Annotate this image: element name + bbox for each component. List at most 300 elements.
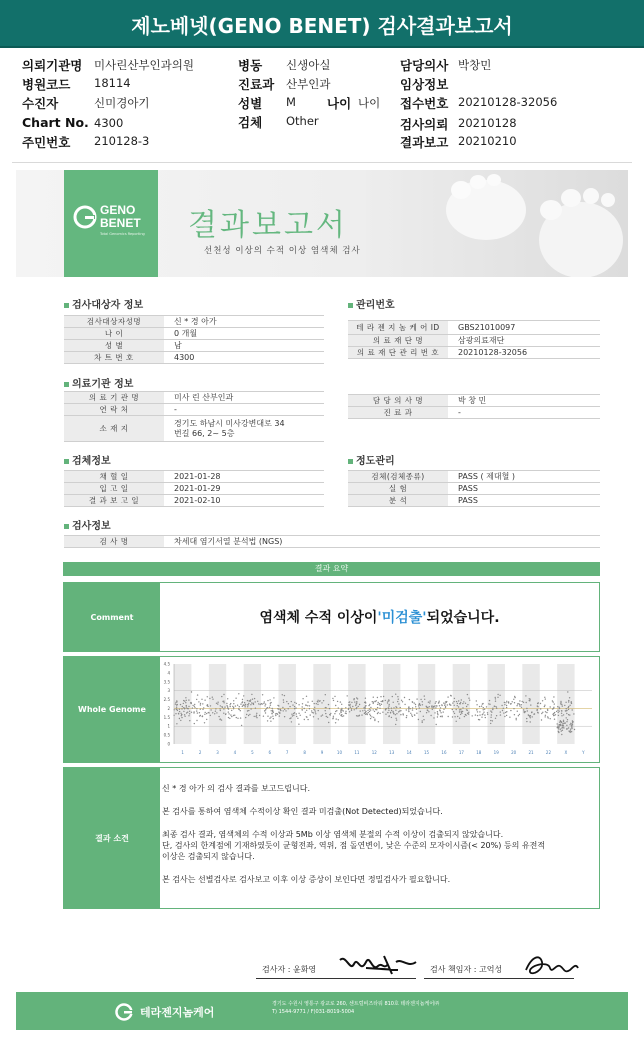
data-point bbox=[375, 709, 376, 710]
data-point bbox=[450, 695, 451, 696]
table-value: GBS21010097 bbox=[448, 321, 600, 335]
logo-tagline: Total Genomics Reporting bbox=[100, 232, 145, 236]
data-point bbox=[247, 706, 248, 707]
data-point bbox=[395, 718, 396, 719]
data-point bbox=[545, 711, 546, 712]
data-point bbox=[443, 702, 444, 703]
data-point bbox=[354, 701, 355, 702]
data-point bbox=[571, 701, 572, 702]
data-point bbox=[459, 718, 460, 719]
data-point bbox=[270, 721, 271, 722]
data-point bbox=[435, 701, 436, 702]
data-point bbox=[302, 698, 303, 699]
data-point bbox=[393, 702, 394, 703]
chromosome-tick-label: 2 bbox=[198, 750, 202, 755]
data-point bbox=[419, 707, 420, 708]
data-point bbox=[272, 716, 273, 717]
data-point bbox=[257, 701, 258, 702]
table-value: 2021-01-28 bbox=[164, 471, 324, 483]
data-point bbox=[294, 702, 295, 703]
y-tick-label: 3 bbox=[167, 688, 170, 694]
data-point bbox=[395, 724, 396, 725]
data-point bbox=[176, 701, 177, 702]
data-point bbox=[424, 695, 425, 696]
data-point bbox=[566, 725, 567, 726]
data-point bbox=[223, 694, 224, 695]
data-point bbox=[277, 708, 278, 709]
data-point bbox=[538, 702, 539, 703]
data-point bbox=[562, 725, 563, 726]
data-point bbox=[525, 711, 526, 712]
data-point bbox=[545, 716, 546, 717]
data-point bbox=[184, 714, 185, 715]
data-point bbox=[506, 705, 507, 706]
data-point bbox=[220, 710, 221, 711]
data-point bbox=[452, 716, 453, 717]
data-point bbox=[212, 697, 213, 698]
data-point bbox=[343, 710, 344, 711]
data-point bbox=[558, 731, 559, 732]
data-point bbox=[530, 717, 531, 718]
data-point bbox=[184, 708, 185, 709]
data-point bbox=[404, 704, 405, 705]
data-point bbox=[414, 715, 415, 716]
data-point bbox=[373, 709, 374, 710]
data-point bbox=[400, 707, 401, 708]
logo-line1: GENO bbox=[100, 203, 136, 217]
data-point bbox=[284, 695, 285, 696]
data-point bbox=[553, 715, 554, 716]
data-point bbox=[391, 710, 392, 711]
data-point bbox=[410, 713, 411, 714]
data-point bbox=[446, 701, 447, 702]
data-point bbox=[427, 707, 428, 708]
data-point bbox=[237, 705, 238, 706]
data-point bbox=[182, 706, 183, 707]
opinion-paragraph: 단, 검사의 한계점에 기재하였듯이 균형전좌, 역위, 점 돌연변이, 낮은 수준의 모자이시즘(< 20%) 등의 유전적 bbox=[162, 841, 546, 850]
data-point bbox=[194, 704, 195, 705]
data-point bbox=[517, 703, 518, 704]
data-point bbox=[216, 703, 217, 704]
data-point bbox=[463, 701, 464, 702]
data-point bbox=[250, 699, 251, 700]
data-point bbox=[295, 707, 296, 708]
banner-subtitle: 선천성 이상의 수적 이상 염색체 검사 bbox=[204, 246, 361, 256]
data-point bbox=[542, 700, 543, 701]
copy-number-points bbox=[173, 691, 575, 735]
y-tick-label: 4.5 bbox=[163, 661, 170, 667]
data-point bbox=[336, 718, 337, 719]
data-point bbox=[563, 720, 564, 721]
table-row bbox=[64, 404, 324, 416]
data-point bbox=[241, 725, 242, 726]
data-point bbox=[233, 715, 234, 716]
data-point bbox=[345, 707, 346, 708]
data-point bbox=[557, 710, 558, 711]
data-point bbox=[234, 715, 235, 716]
meta-label: 의뢰기관명 bbox=[22, 58, 83, 73]
data-point bbox=[377, 713, 378, 714]
data-point bbox=[545, 698, 546, 699]
meta-label: 결과보고 bbox=[400, 135, 449, 150]
data-point bbox=[356, 703, 357, 704]
logo-line2: BENET bbox=[100, 216, 141, 230]
data-point bbox=[205, 712, 206, 713]
data-point bbox=[313, 709, 314, 710]
specimen-table bbox=[64, 470, 324, 507]
data-point bbox=[356, 708, 357, 709]
data-point bbox=[400, 710, 401, 711]
data-point bbox=[495, 701, 496, 702]
data-point bbox=[282, 694, 283, 695]
chromosome-tick-label: 20 bbox=[511, 750, 517, 755]
data-point bbox=[508, 702, 509, 703]
data-point bbox=[433, 707, 434, 708]
data-point bbox=[304, 708, 305, 709]
data-point bbox=[193, 711, 194, 712]
data-point bbox=[180, 704, 181, 705]
data-point bbox=[229, 718, 230, 719]
chromosome-tick-label: 8 bbox=[303, 750, 306, 755]
data-point bbox=[505, 712, 506, 713]
data-point bbox=[306, 710, 307, 711]
data-point bbox=[188, 715, 189, 716]
data-point bbox=[572, 709, 573, 710]
data-point bbox=[383, 696, 384, 697]
meta-label: 나이 bbox=[327, 96, 352, 111]
data-point bbox=[523, 702, 524, 703]
data-point bbox=[207, 696, 208, 697]
data-point bbox=[490, 723, 491, 724]
data-point bbox=[487, 712, 488, 713]
chromosome-tick-label: 4 bbox=[233, 750, 237, 755]
data-point bbox=[258, 703, 259, 704]
footer-phone: T) 1544-9771 / F)031-8019-5004 bbox=[272, 1009, 355, 1015]
data-point bbox=[369, 708, 370, 709]
data-point bbox=[461, 713, 462, 714]
chromosome-tick-label: 9 bbox=[320, 750, 324, 755]
data-point bbox=[440, 710, 441, 711]
data-point bbox=[386, 708, 387, 709]
data-point bbox=[483, 709, 484, 710]
data-point bbox=[481, 706, 482, 707]
data-point bbox=[435, 705, 436, 706]
data-point bbox=[545, 715, 546, 716]
data-point bbox=[175, 713, 176, 714]
data-point bbox=[340, 709, 341, 710]
data-point bbox=[404, 697, 405, 698]
table-value: 박 창 민 bbox=[448, 395, 600, 407]
data-point bbox=[460, 714, 461, 715]
data-point bbox=[558, 712, 559, 713]
data-point bbox=[333, 700, 334, 701]
data-point bbox=[190, 702, 191, 703]
data-point bbox=[519, 705, 520, 706]
data-point bbox=[237, 718, 238, 719]
data-point bbox=[431, 705, 432, 706]
bullet-icon bbox=[348, 459, 353, 464]
data-point bbox=[530, 721, 531, 722]
data-point bbox=[571, 723, 572, 724]
data-point bbox=[487, 714, 488, 715]
data-point bbox=[479, 719, 480, 720]
data-point bbox=[500, 711, 501, 712]
management-table bbox=[348, 320, 600, 359]
data-point bbox=[482, 713, 483, 714]
data-point bbox=[558, 727, 559, 728]
data-point bbox=[212, 699, 213, 700]
data-point bbox=[318, 710, 319, 711]
data-point bbox=[408, 711, 409, 712]
data-point bbox=[560, 702, 561, 703]
responsible-label: 검사 책임자 : 고억성 bbox=[430, 965, 503, 974]
data-point bbox=[368, 705, 369, 706]
data-point bbox=[559, 708, 560, 709]
bullet-icon bbox=[64, 303, 69, 308]
data-point bbox=[304, 719, 305, 720]
data-point bbox=[494, 706, 495, 707]
data-point bbox=[240, 710, 241, 711]
data-point bbox=[499, 695, 500, 696]
table-value: PASS bbox=[448, 495, 600, 507]
meta-value: 210128-3 bbox=[94, 134, 150, 148]
meta-value: 20210128 bbox=[458, 116, 517, 130]
data-point bbox=[204, 700, 205, 701]
data-point bbox=[527, 710, 528, 711]
data-point bbox=[377, 697, 378, 698]
data-point bbox=[381, 704, 382, 705]
section-heading-text: 관리번호 bbox=[356, 300, 395, 311]
section-heading-text: 검사대상자 정보 bbox=[72, 300, 144, 311]
data-point bbox=[519, 700, 520, 701]
geno-benet-logo-icon bbox=[72, 204, 98, 230]
data-point bbox=[201, 699, 202, 700]
data-point bbox=[542, 712, 543, 713]
data-point bbox=[561, 715, 562, 716]
data-point bbox=[462, 711, 463, 712]
table-key: 성 별 bbox=[64, 340, 164, 352]
data-point bbox=[385, 709, 386, 710]
data-point bbox=[412, 716, 413, 717]
data-point bbox=[571, 728, 572, 729]
data-point bbox=[503, 712, 504, 713]
data-point bbox=[387, 712, 388, 713]
data-point bbox=[200, 709, 201, 710]
data-point bbox=[248, 715, 249, 716]
data-point bbox=[568, 707, 569, 708]
data-point bbox=[296, 716, 297, 717]
data-point bbox=[197, 712, 198, 713]
data-point bbox=[371, 716, 372, 717]
opinion-paragraph: 신 * 경 아가 의 검사 결과를 보고드립니다. bbox=[162, 784, 310, 793]
data-point bbox=[335, 722, 336, 723]
data-point bbox=[247, 700, 248, 701]
data-point bbox=[445, 707, 446, 708]
data-point bbox=[541, 719, 542, 720]
data-point bbox=[388, 710, 389, 711]
data-point bbox=[317, 704, 318, 705]
data-point bbox=[516, 705, 517, 706]
data-point bbox=[514, 697, 515, 698]
data-point bbox=[454, 705, 455, 706]
table-value: 20210128-32056 bbox=[448, 347, 600, 359]
data-point bbox=[369, 714, 370, 715]
data-point bbox=[223, 713, 224, 714]
data-point bbox=[459, 709, 460, 710]
data-point bbox=[283, 710, 284, 711]
data-point bbox=[573, 713, 574, 714]
data-point bbox=[219, 708, 220, 709]
data-point bbox=[521, 704, 522, 705]
table-key: 분 석 bbox=[348, 495, 448, 507]
data-point bbox=[231, 716, 232, 717]
data-point bbox=[187, 708, 188, 709]
data-point bbox=[429, 700, 430, 701]
data-point bbox=[395, 710, 396, 711]
data-point bbox=[436, 724, 437, 725]
data-point bbox=[479, 706, 480, 707]
data-point bbox=[393, 713, 394, 714]
data-point bbox=[423, 716, 424, 717]
data-point bbox=[560, 729, 561, 730]
logo-block bbox=[64, 170, 158, 277]
data-point bbox=[231, 710, 232, 711]
data-point bbox=[370, 709, 371, 710]
data-point bbox=[566, 708, 567, 709]
data-point bbox=[255, 716, 256, 717]
data-point bbox=[396, 713, 397, 714]
data-point bbox=[382, 700, 383, 701]
data-point bbox=[566, 717, 567, 718]
data-point bbox=[460, 702, 461, 703]
data-point bbox=[439, 705, 440, 706]
data-point bbox=[532, 716, 533, 717]
data-point bbox=[357, 715, 358, 716]
data-point bbox=[409, 699, 410, 700]
y-tick-label: 0.5 bbox=[163, 732, 170, 738]
data-point bbox=[460, 703, 461, 704]
data-point bbox=[504, 702, 505, 703]
data-point bbox=[348, 708, 349, 709]
data-point bbox=[568, 700, 569, 701]
data-point bbox=[272, 708, 273, 709]
data-point bbox=[221, 706, 222, 707]
meta-label: 주민번호 bbox=[22, 135, 71, 150]
chromosome-tick-label: 13 bbox=[389, 750, 395, 755]
data-point bbox=[230, 703, 231, 704]
data-point bbox=[305, 712, 306, 713]
chromosome-tick-label: 5 bbox=[251, 750, 254, 755]
data-point bbox=[307, 705, 308, 706]
data-point bbox=[194, 707, 195, 708]
institution-table bbox=[64, 391, 324, 442]
data-point bbox=[483, 712, 484, 713]
meta-value: 신미경아기 bbox=[94, 96, 150, 110]
data-point bbox=[568, 709, 569, 710]
data-point bbox=[476, 700, 477, 701]
data-point bbox=[243, 704, 244, 705]
data-point bbox=[526, 718, 527, 719]
data-point bbox=[563, 721, 564, 722]
y-tick-label: 2.5 bbox=[163, 697, 170, 703]
data-point bbox=[329, 708, 330, 709]
data-point bbox=[228, 717, 229, 718]
data-point bbox=[306, 705, 307, 706]
data-point bbox=[398, 703, 399, 704]
data-point bbox=[215, 708, 216, 709]
data-point bbox=[359, 704, 360, 705]
data-point bbox=[530, 704, 531, 705]
data-point bbox=[177, 710, 178, 711]
data-point bbox=[275, 715, 276, 716]
data-point bbox=[496, 715, 497, 716]
data-point bbox=[418, 705, 419, 706]
data-point bbox=[340, 701, 341, 702]
data-point bbox=[285, 710, 286, 711]
data-point bbox=[267, 720, 268, 721]
logo-text bbox=[100, 204, 141, 230]
data-point bbox=[554, 703, 555, 704]
data-point bbox=[194, 706, 195, 707]
footer bbox=[16, 992, 628, 1030]
chromosome-tick-label: 15 bbox=[423, 750, 430, 755]
data-point bbox=[206, 719, 207, 720]
data-point bbox=[447, 696, 448, 697]
meta-label: 수진자 bbox=[22, 96, 59, 111]
data-point bbox=[388, 700, 389, 701]
data-point bbox=[514, 714, 515, 715]
data-point bbox=[544, 705, 545, 706]
data-point bbox=[298, 724, 299, 725]
data-point bbox=[443, 709, 444, 710]
data-point bbox=[513, 708, 514, 709]
data-point bbox=[504, 704, 505, 705]
data-point bbox=[269, 699, 270, 700]
section-heading bbox=[64, 296, 143, 311]
test-table bbox=[64, 535, 600, 548]
data-point bbox=[288, 703, 289, 704]
data-point bbox=[315, 713, 316, 714]
table-row bbox=[64, 416, 324, 442]
chromosome-tick-label: Y bbox=[582, 750, 585, 755]
data-point bbox=[568, 727, 569, 728]
table-value: 차세대 염기서열 분석법 (NGS) bbox=[164, 536, 600, 548]
data-point bbox=[336, 710, 337, 711]
data-point bbox=[408, 707, 409, 708]
data-point bbox=[334, 696, 335, 697]
chromosome-band bbox=[279, 664, 296, 744]
opinion-panel bbox=[63, 767, 600, 909]
genome-label: Whole Genome bbox=[64, 657, 160, 762]
table-row bbox=[348, 321, 600, 335]
data-point bbox=[559, 711, 560, 712]
data-point bbox=[269, 718, 270, 719]
data-point bbox=[326, 716, 327, 717]
data-point bbox=[183, 703, 184, 704]
data-point bbox=[227, 708, 228, 709]
data-point bbox=[569, 724, 570, 725]
data-point bbox=[568, 714, 569, 715]
data-point bbox=[242, 701, 243, 702]
data-point bbox=[256, 713, 257, 714]
data-point bbox=[402, 713, 403, 714]
data-point bbox=[251, 702, 252, 703]
data-point bbox=[351, 710, 352, 711]
data-point bbox=[267, 716, 268, 717]
data-point bbox=[379, 708, 380, 709]
data-point bbox=[544, 697, 545, 698]
data-point bbox=[449, 703, 450, 704]
